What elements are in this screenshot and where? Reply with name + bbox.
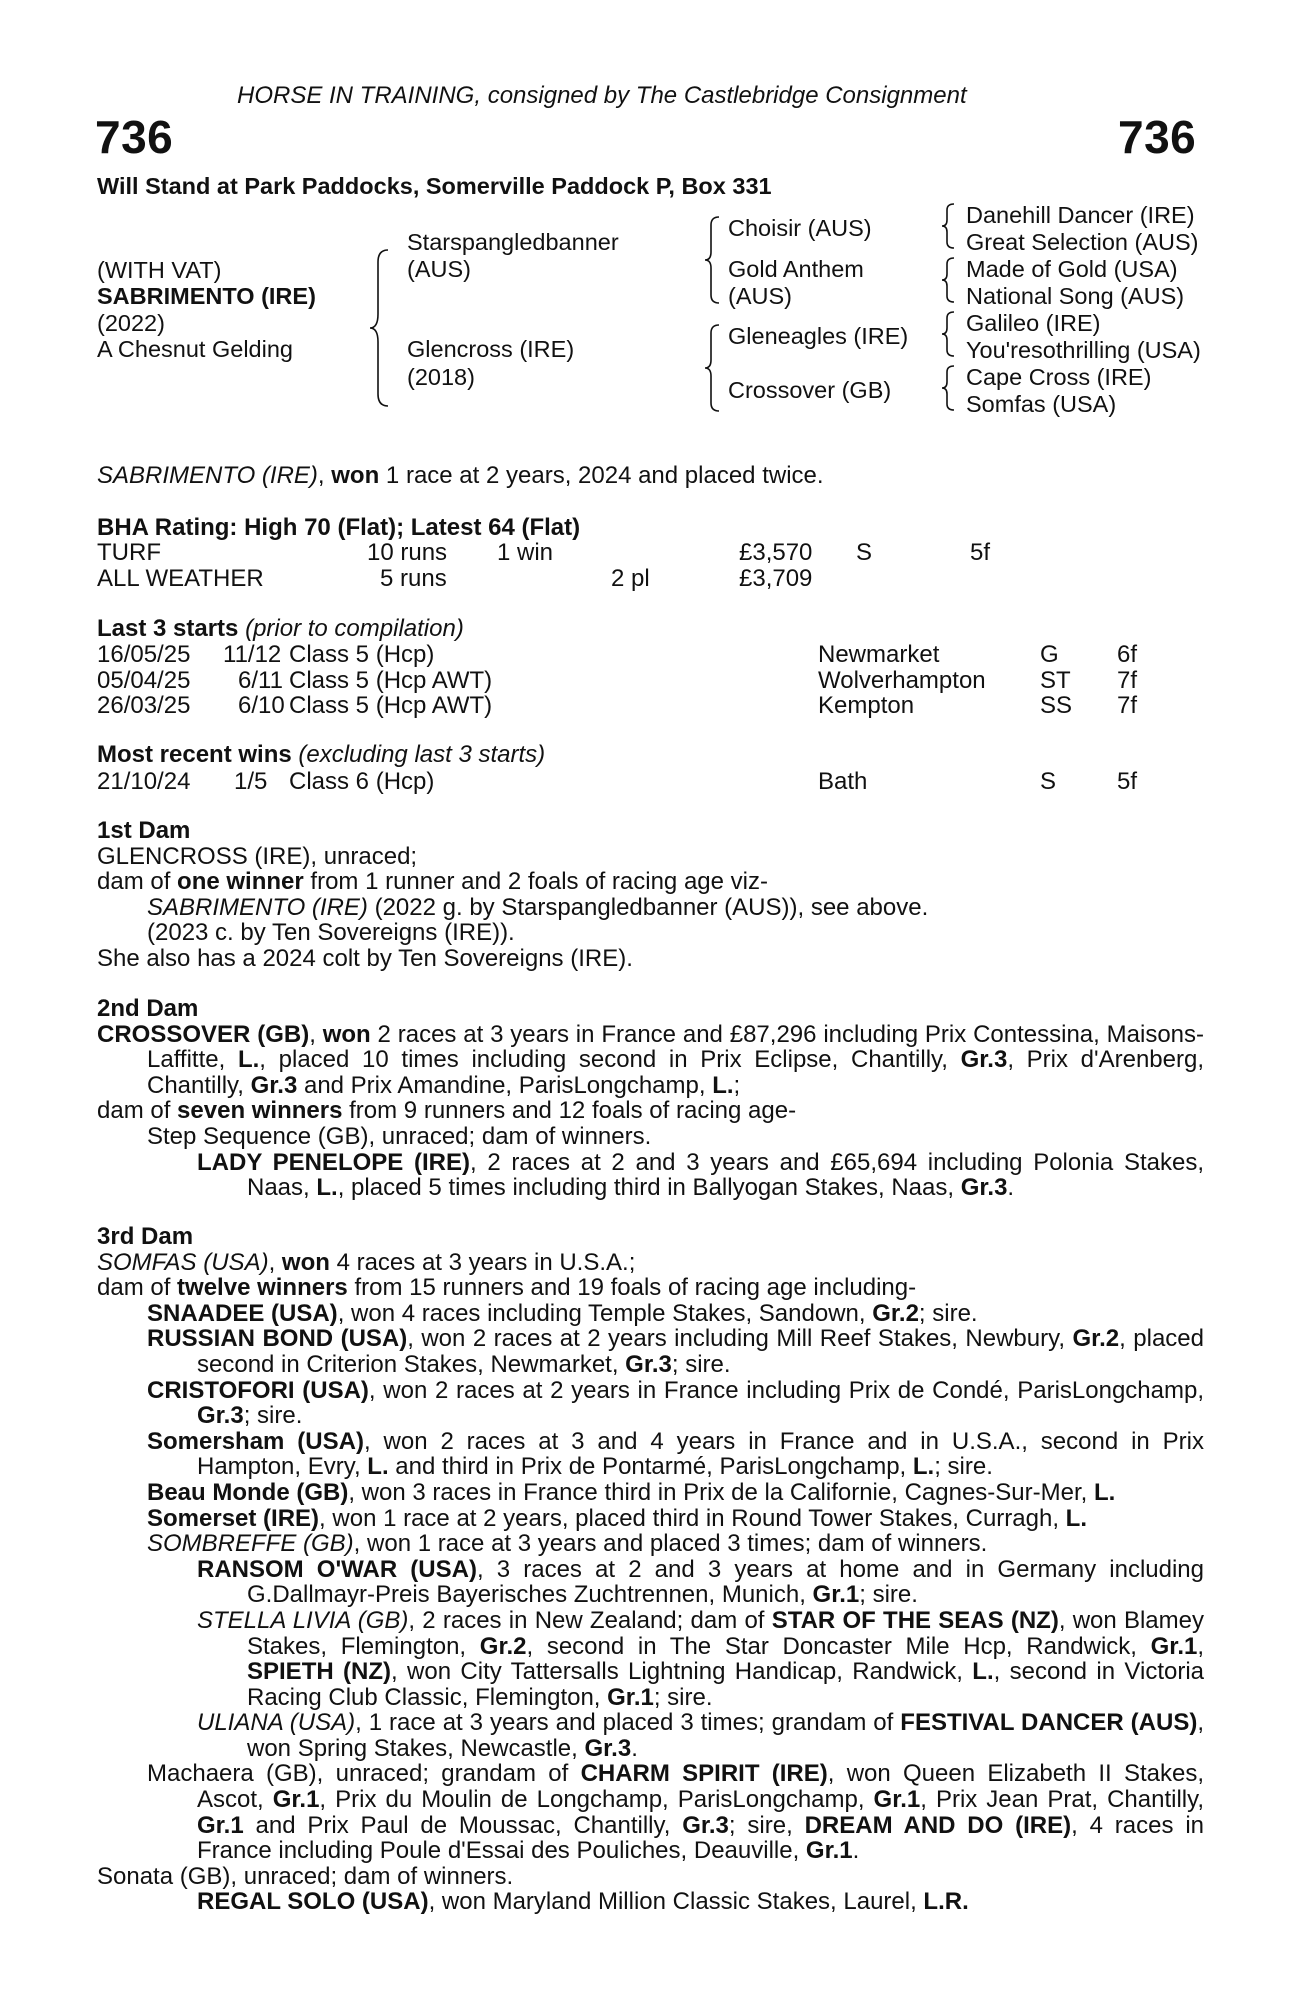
horse-sex: A Chesnut Gelding <box>97 336 293 362</box>
t: Gr.1 <box>1150 1632 1198 1660</box>
rating-runs: 10 runs <box>367 539 448 566</box>
t: Gr.3 <box>682 1811 729 1839</box>
rating-prize: £3,709 <box>739 565 813 592</box>
t: CHARM SPIRIT (IRE) <box>580 1760 828 1788</box>
t: RANSOM O'WAR (USA) <box>197 1555 477 1583</box>
t: dam of <box>97 1274 178 1302</box>
t: STELLA LIVIA (GB) <box>197 1606 409 1634</box>
t: , 1 race at 3 years and placed 3 times; grandam of <box>355 1709 901 1737</box>
recent-note: (excluding last 3 starts) <box>291 741 546 768</box>
ggdam-3: You'resothrilling (USA) <box>966 337 1201 363</box>
t: Beau Monde (GB) <box>147 1478 349 1506</box>
t: LADY PENELOPE (IRE) <box>197 1148 470 1176</box>
brace-dam <box>703 323 725 413</box>
t: twelve winners <box>177 1274 348 1302</box>
third-dam-foal <box>97 1531 1204 1557</box>
second-dam-record <box>97 1022 1204 1099</box>
third-dam-grandfoal <box>97 1557 1204 1608</box>
last3-note: (prior to compilation) <box>238 615 464 642</box>
t: FESTIVAL DANCER (AUS) <box>900 1709 1198 1737</box>
rating-going: S <box>856 539 873 566</box>
t: ; sire, <box>728 1811 805 1839</box>
t: Gr.3 <box>960 1046 1008 1074</box>
t: ; sire. <box>918 1299 978 1327</box>
t: , won 2 races at 2 years including Mill Reef Stakes, Newbury, <box>407 1325 1073 1353</box>
t: SABRIMENTO (IRE) <box>147 893 368 921</box>
first-dam-section <box>97 818 1204 972</box>
t: L. <box>316 1174 338 1202</box>
start-course: Kempton <box>818 692 915 719</box>
t: , 2 races in New Zealand; dam of <box>408 1606 772 1634</box>
t: SOMFAS (USA) <box>97 1248 269 1276</box>
summary-rest: 1 race at 2 years, 2024 and placed twice. <box>379 462 824 489</box>
t: ; sire. <box>243 1402 303 1430</box>
first-dam-line1: GLENCROSS (IRE), unraced; <box>97 842 418 870</box>
t: CROSSOVER (GB) <box>97 1020 310 1048</box>
t: , Prix d'Arenberg, Chantilly, <box>147 1046 1204 1099</box>
win-going: S <box>1040 768 1057 795</box>
rating-placed: 2 pl <box>611 565 650 592</box>
t: , second in Victoria Racing Club Classic, Flemington, <box>247 1658 1205 1711</box>
start-date: 16/05/25 <box>97 641 191 668</box>
t: CRISTOFORI (USA) <box>147 1376 369 1404</box>
t: Gr.1 <box>812 1581 860 1609</box>
first-dam-line3 <box>97 895 1204 921</box>
brace-g1 <box>940 202 960 250</box>
third-dam-foal: Sonata (GB), unraced; dam of winners. <box>97 1862 514 1890</box>
third-dam-produce <box>97 1275 1204 1301</box>
t: DREAM AND DO (IRE) <box>804 1811 1072 1839</box>
t: L. <box>367 1453 389 1481</box>
third-dam-title: 3rd Dam <box>97 1223 194 1250</box>
t: (2022 g. by Starspangledbanner (AUS)), see above. <box>367 893 929 921</box>
ggsire-4: Cape Cross (IRE) <box>966 364 1152 390</box>
last3-title: Last 3 starts <box>97 615 239 642</box>
t: , won Blamey Stakes, Flemington, <box>247 1606 1204 1660</box>
t: 2 races at 3 years in France and £87,296 including Prix Contessina, Maisons-Laffitte, <box>147 1020 1205 1074</box>
brace-g4 <box>940 364 960 412</box>
brace-g3 <box>940 310 960 358</box>
second-dam-foal-1: Step Sequence (GB), unraced; dam of winners. <box>147 1122 652 1150</box>
ggdam-2: National Song (AUS) <box>966 283 1185 309</box>
t: ; sire. <box>934 1453 993 1481</box>
t: , won Spring Stakes, Newcastle, <box>247 1709 1204 1762</box>
ggdam-1: Great Selection (AUS) <box>966 229 1199 255</box>
t: ; <box>733 1071 741 1099</box>
bha-rating: BHA Rating: High 70 (Flat); Latest 64 (Flat) <box>97 514 581 541</box>
t: STAR OF THE SEAS (NZ) <box>771 1606 1059 1634</box>
start-pos: 11/12 <box>223 641 282 668</box>
third-dam-grandfoal <box>97 1889 1204 1915</box>
horse-year: (2022) <box>97 310 165 336</box>
t: , won 4 races including Temple Stakes, Sandown, <box>337 1299 873 1327</box>
t: ULIANA (USA) <box>197 1709 356 1737</box>
first-dam-line5: She also has a 2024 colt by Ten Sovereigns (IRE). <box>97 944 633 972</box>
t: , placed 10 times including second in Prix Eclipse, Chantilly, <box>259 1046 961 1074</box>
rating-surface: ALL WEATHER <box>97 565 264 592</box>
second-dam-title: 2nd Dam <box>97 995 199 1022</box>
t: won <box>322 1020 371 1048</box>
last3-heading <box>97 616 464 642</box>
t: Gr.3 <box>584 1734 632 1762</box>
sire-country: (AUS) <box>407 256 471 282</box>
t: L. <box>1065 1504 1087 1532</box>
ggsire-1: Danehill Dancer (IRE) <box>966 202 1195 228</box>
start-going: ST <box>1040 667 1071 694</box>
win-class: Class 6 (Hcp) <box>289 768 435 795</box>
t: L. <box>712 1071 734 1099</box>
horse-name: SABRIMENTO (IRE) <box>97 283 316 309</box>
rating-dist: 5f <box>970 539 991 566</box>
third-dam-foal <box>97 1378 1204 1429</box>
win-pos: 1/5 <box>234 768 268 795</box>
t: Gr.3 <box>250 1071 298 1099</box>
win-date: 21/10/24 <box>97 768 191 795</box>
start-pos: 6/11 <box>238 667 283 694</box>
third-dam-foal <box>97 1480 1204 1506</box>
t: , Prix Jean Prat, Chantilly, <box>920 1786 1204 1814</box>
t: from 9 runners and 12 foals of racing age- <box>342 1097 797 1125</box>
t: , won Queen Elizabeth II Stakes, Ascot, <box>197 1760 1204 1814</box>
t: Somersham (USA) <box>147 1427 364 1455</box>
t: L. <box>912 1453 935 1481</box>
start-class: Class 5 (Hcp AWT) <box>289 667 493 694</box>
t: L.R. <box>923 1888 969 1916</box>
t: and third in Prix de Pontarmé, ParisLongchamp, <box>388 1453 913 1481</box>
start-date: 26/03/25 <box>97 692 191 719</box>
t: Somerset (IRE) <box>147 1504 320 1532</box>
t: and Prix Amandine, ParisLongchamp, <box>297 1071 713 1099</box>
start-going: G <box>1040 641 1059 668</box>
t: , placed second in Criterion Stakes, Newmarket, <box>197 1325 1204 1378</box>
t: , 3 races at 2 and 3 years at home and in Germany including G.Dallmayr-Preis Bayerisches Zuchtrennen, Munich, <box>247 1555 1204 1609</box>
recent-heading <box>97 742 545 768</box>
t: and Prix Paul de Moussac, Chantilly, <box>243 1811 683 1839</box>
start-class: Class 5 (Hcp) <box>289 641 435 668</box>
first-dam-title: 1st Dam <box>97 817 191 844</box>
t: from 15 runners and 19 foals of racing age including- <box>347 1274 917 1302</box>
brace-sire <box>703 215 725 305</box>
start-going: SS <box>1040 692 1073 719</box>
brace-main <box>368 248 398 408</box>
start-course: Newmarket <box>818 641 940 668</box>
t: ; sire. <box>653 1683 713 1711</box>
t: , won 2 races at 3 and 4 years in France and in U.S.A., second in Prix Hampton, Evry, <box>197 1427 1204 1481</box>
t: REGAL SOLO (USA) <box>197 1888 429 1916</box>
start-class: Class 5 (Hcp AWT) <box>289 692 493 719</box>
rating-surface: TURF <box>97 539 161 566</box>
first-dam-line2 <box>97 869 1204 895</box>
dam-dam: Crossover (GB) <box>728 377 892 403</box>
rating-runs: 5 runs <box>380 565 447 592</box>
t: Gr.2 <box>479 1632 527 1660</box>
t: , <box>268 1248 282 1276</box>
t: , won 2 races at 2 years in France including Prix de Condé, ParisLongchamp, <box>368 1376 1205 1404</box>
t: from 1 runner and 2 foals of racing age viz- <box>303 868 768 896</box>
t: Gr.1 <box>805 1837 853 1865</box>
sire-dam-country: (AUS) <box>728 283 792 309</box>
t: L. <box>972 1658 994 1686</box>
t: , won 1 race at 2 years, placed third in Round Tower Stakes, Curragh, <box>319 1504 1066 1532</box>
t: , won City Tattersalls Lightning Handicap, Randwick, <box>391 1658 973 1686</box>
third-dam-foal <box>97 1429 1204 1480</box>
third-dam-record <box>97 1250 1204 1276</box>
t: SNAADEE (USA) <box>147 1299 338 1327</box>
dam-year: (2018) <box>407 364 475 390</box>
recent-title: Most recent wins <box>97 741 292 768</box>
t: . <box>631 1734 638 1762</box>
ggdam-4: Somfas (USA) <box>966 391 1117 417</box>
t: dam of <box>97 1097 178 1125</box>
t: SOMBREFFE (GB) <box>147 1530 354 1558</box>
t: seven winners <box>177 1097 343 1125</box>
t: ; sire. <box>671 1350 731 1378</box>
start-date: 05/04/25 <box>97 667 191 694</box>
third-dam-grandfoal <box>97 1608 1204 1710</box>
sire-dam-name: Gold Anthem <box>728 256 864 282</box>
t: Gr.1 <box>873 1786 921 1814</box>
t: , <box>309 1020 323 1048</box>
t: won <box>281 1248 330 1276</box>
third-dam-foal <box>97 1301 1204 1327</box>
start-dist: 7f <box>1117 667 1138 694</box>
sire-sire: Choisir (AUS) <box>728 215 872 241</box>
first-dam-line4: (2023 c. by Ten Sovereigns (IRE)). <box>147 919 515 947</box>
t: . <box>852 1837 860 1865</box>
third-dam-foal <box>97 1506 1204 1532</box>
rating-prize: £3,570 <box>739 539 813 566</box>
start-course: Wolverhampton <box>818 667 986 694</box>
t: Gr.2 <box>872 1299 919 1327</box>
t: SPIETH (NZ) <box>247 1658 392 1686</box>
third-dam-foal <box>97 1326 1204 1377</box>
t: . <box>1007 1174 1015 1202</box>
lot-number-left: 736 <box>95 111 174 163</box>
third-dam-grandfoal <box>97 1710 1204 1761</box>
brace-g2 <box>940 256 960 304</box>
third-dam-foal <box>97 1761 1204 1863</box>
t: , 4 races in France including Poule d'Essai des Pouliches, Deauville, <box>197 1811 1204 1865</box>
t: , won 3 races in France third in Prix de la Californie, Cagnes-Sur-Mer, <box>348 1478 1094 1506</box>
sire-name: Starspangledbanner <box>407 229 619 255</box>
dam-sire: Gleneagles (IRE) <box>728 323 909 349</box>
t: , won 1 race at 3 years and placed 3 times; dam of winners. <box>353 1530 988 1558</box>
dam-name: Glencross (IRE) <box>407 336 575 362</box>
t: , won Maryland Million Classic Stakes, Laurel, <box>428 1888 924 1916</box>
t: , <box>1197 1632 1205 1660</box>
t: Gr.1 <box>607 1683 654 1711</box>
t: Gr.1 <box>272 1786 320 1814</box>
t: ; sire. <box>859 1581 918 1609</box>
t: dam of <box>97 868 178 896</box>
t: RUSSIAN BOND (USA) <box>147 1325 408 1353</box>
t: L. <box>237 1046 260 1074</box>
ggsire-3: Galileo (IRE) <box>966 310 1101 336</box>
start-dist: 6f <box>1117 641 1138 668</box>
t: , placed 5 times including third in Ballyogan Stakes, Naas, <box>337 1174 961 1202</box>
win-dist: 5f <box>1117 768 1138 795</box>
lot-number-right: 736 <box>1118 111 1197 163</box>
start-dist: 7f <box>1117 692 1138 719</box>
start-pos: 6/10 <box>238 692 285 719</box>
race-summary: SABRIMENTO (IRE), won 1 race at 2 years, 2024 and placed twice. <box>97 462 824 489</box>
summary-name: SABRIMENTO (IRE) <box>97 462 318 489</box>
t: 4 races at 3 years in U.S.A.; <box>329 1248 636 1276</box>
horse-vat: (WITH VAT) <box>97 257 222 283</box>
t: one winner <box>177 868 304 896</box>
second-dam-produce <box>97 1098 1204 1124</box>
ggsire-2: Made of Gold (USA) <box>966 256 1178 282</box>
t: Gr.2 <box>1072 1325 1120 1353</box>
t: , 2 races at 2 and 3 years and £65,694 including Polonia Stakes, Naas, <box>247 1148 1204 1202</box>
page-header-title: HORSE IN TRAINING, consigned by The Castlebridge Consignment <box>237 82 967 109</box>
t: Gr.1 <box>197 1811 244 1839</box>
win-course: Bath <box>818 768 868 795</box>
third-dam-section <box>97 1224 1204 1915</box>
t: Gr.3 <box>960 1174 1008 1202</box>
summary-won: won <box>331 462 380 489</box>
t: Gr.3 <box>197 1402 244 1430</box>
second-dam-foal-2 <box>97 1150 1204 1201</box>
second-dam-section <box>97 996 1204 1201</box>
stable-location: Will Stand at Park Paddocks, Somerville Paddock P, Box 331 <box>97 173 772 199</box>
t: L. <box>1093 1478 1116 1506</box>
t: Machaera (GB), unraced; grandam of <box>147 1760 581 1788</box>
t: , second in The Star Doncaster Mile Hcp, Randwick, <box>526 1632 1151 1660</box>
t: Gr.3 <box>625 1350 672 1378</box>
t: , Prix du Moulin de Longchamp, ParisLongchamp, <box>319 1786 874 1814</box>
rating-wins: 1 win <box>497 539 554 566</box>
